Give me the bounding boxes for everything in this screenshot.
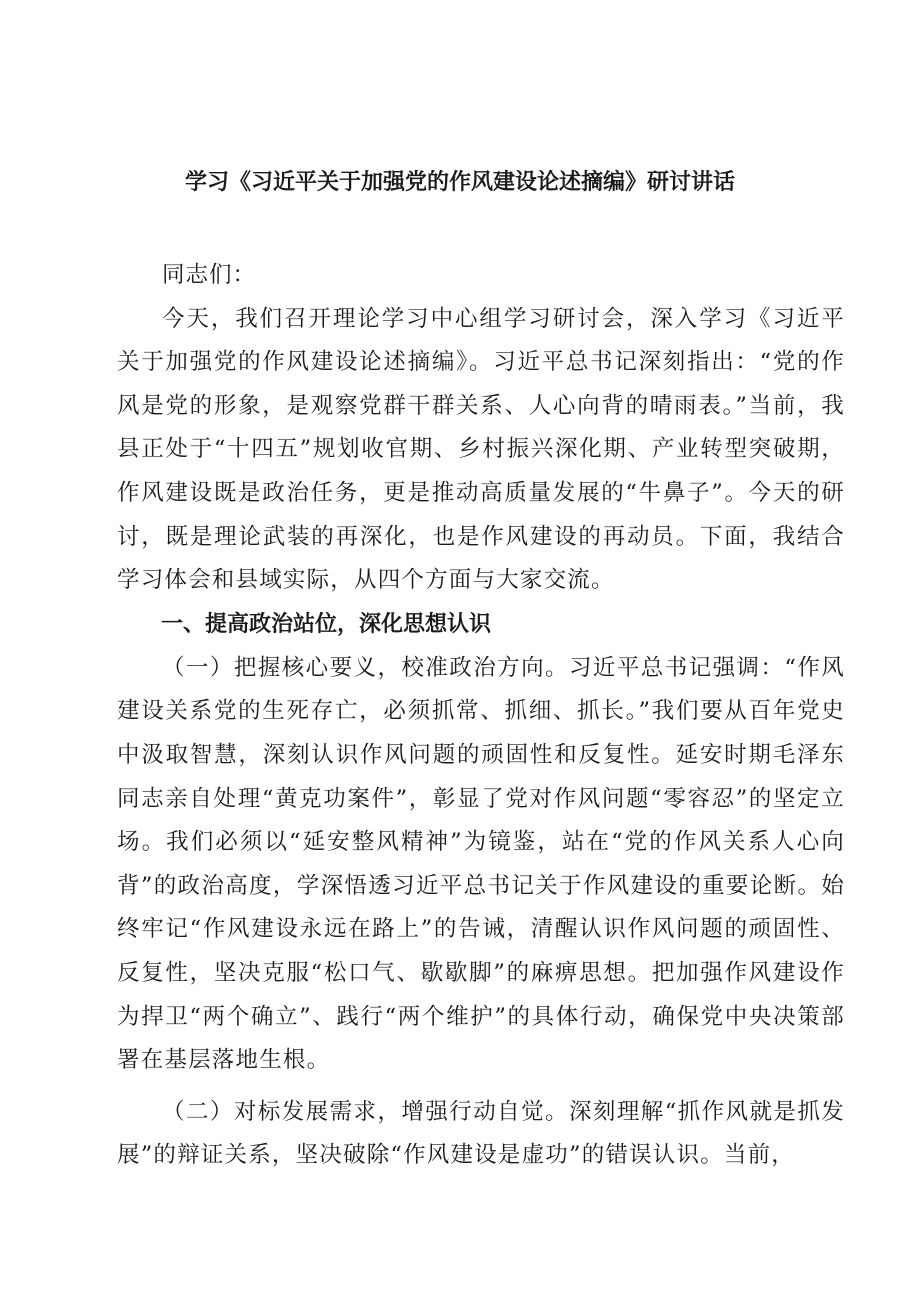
section-heading-1: 一、提高政治站位，深化思想认识: [161, 611, 492, 637]
greeting-paragraph: 同志们：: [162, 262, 257, 288]
document-body: [117, 254, 845, 1178]
intro-paragraph: 今天，我们召开理论学习中心组学习研讨会，深入学习《习近平关于加强党的作风建设论述摘编》。习近平总书记深刻指出：“党的作风是党的形象，是观察党群干群关系、人心向背的晴雨表。”当前，我县正处于“十四五”规划收官期、乡村振兴深化期、产业转型突破期，作风建设既是政治任务，更是推动高质量发展的“牛鼻子”。今天的研讨，既是理论武装的再深化，也是作风建设的再动员。下面，我结合学习体会和县域实际，从四个方面与大家交流。: [117, 305, 845, 594]
document-title: 学习《习近平关于加强党的作风建设论述摘编》研讨讲话: [184, 170, 735, 195]
subsection-paragraph-2: （二）对标发展需求，增强行动自觉。深刻理解“抓作风就是抓发展”的辩证关系，坚决破除“作风建设是虚功”的错误认识。当前，: [117, 1098, 845, 1169]
subsection-paragraph-1: （一）把握核心要义，校准政治方向。习近平总书记强调：“作风建设关系党的生死存亡，必须抓常、抓细、抓长。”我们要从百年党史中汲取智慧，深刻认识作风问题的顽固性和反复性。延安时期毛泽东同志亲自处理“黄克功案件”，彰显了党对作风问题“零容忍”的坚定立场。我们必须以“延安整风精神”为镜鉴，站在“党的作风关系人心向背”的政治高度，学深悟透习近平总书记关于作风建设的重要论断。始终牢记“作风建设永远在路上”的告诫，清醒认识作风问题的顽固性、反复性，坚决克服“松口气、歇歇脚”的麻痹思想。把加强作风建设作为捍卫“两个确立”、践行“两个维护”的具体行动，确保党中央决策部署在基层落地生根。: [117, 654, 845, 1074]
paragraph-gap: [117, 1083, 845, 1091]
